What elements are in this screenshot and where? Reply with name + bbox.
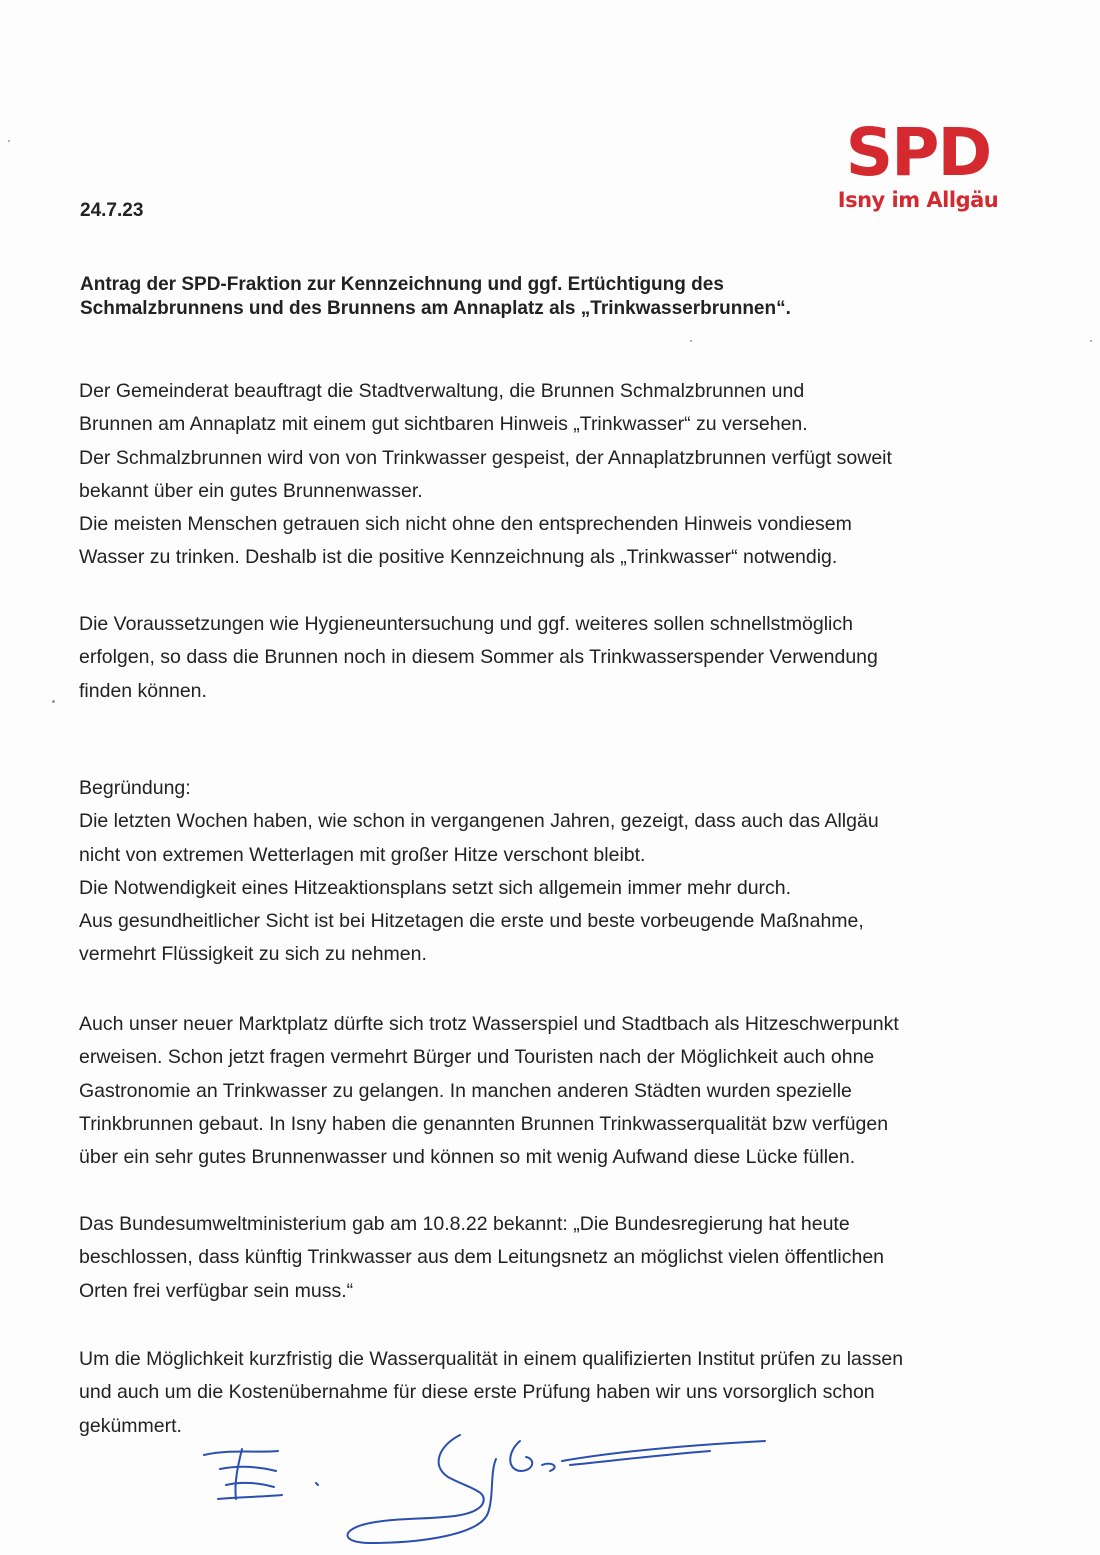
text-line: Orten frei verfügbar sein muss.“ [79,1279,354,1302]
signature-stroke [570,1451,710,1465]
paragraph-request [79,375,1079,575]
text-line: Der Gemeinderat beauftragt die Stadtverwaltung, die Brunnen Schmalzbrunnen und [79,380,805,402]
text-line: Trinkbrunnen gebaut. In Isny haben die genannten Brunnen Trinkwasserqualität bzw verfügen [79,1112,889,1135]
text-line: vermehrt Flüssigkeit zu sich zu nehmen. [79,943,427,966]
scan-speck [1090,340,1092,342]
text-line: Begründung: [79,777,191,799]
paragraph-justification [79,772,1079,972]
scan-speck [690,340,692,342]
scan-speck [52,700,55,703]
text-line: gekümmert. [79,1414,182,1437]
signature-stroke [348,1435,497,1543]
document-subject [80,273,980,321]
scan-speck [8,140,10,142]
subject-line: Schmalzbrunnens und des Brunnens am Annaplatz als „Trinkwasserbrunnen“. [80,298,791,319]
text-line: Gastronomie an Trinkwasser zu gelangen. In manchen anderen Städten wurden spezielle [79,1079,852,1102]
logo-title: SPD [845,114,991,191]
spd-logo [826,114,1010,212]
text-line: nicht von extremen Wetterlagen mit großer Hitze verschont bleibt. [79,843,646,866]
text-line: bekannt über ein gutes Brunnenwasser. [79,479,423,502]
signature-stroke [218,1495,282,1499]
text-line: beschlossen, dass künftig Trinkwasser aus dem Leitungsnetz an möglichst vielen öffentlichen [79,1246,885,1269]
text-line: Der Schmalzbrunnen wird von von Trinkwasser gespeist, der Annaplatzbrunnen verfügt soweit [79,446,892,469]
document-date: 24.7.23 [80,200,144,221]
text-line: Auch unser neuer Marktplatz dürfte sich trotz Wasserspiel und Stadtbach als Hitzeschwerpunkt [79,1013,899,1035]
logo-subtitle: Isny im Allgäu [837,188,999,212]
text-line: Aus gesundheitlicher Sicht ist bei Hitzetagen die erste und beste vorbeugende Maßnahme, [79,910,864,933]
subject-line: Antrag der SPD-Fraktion zur Kennzeichnung und ggf. Ertüchtigung des [80,274,724,295]
text-line: Die Notwendigkeit eines Hitzeaktionsplans setzt sich allgemein immer mehr durch. [79,876,792,899]
text-line: Die meisten Menschen getrauen sich nicht ohne den entsprechenden Hinweis vondiesem [79,513,852,536]
text-line: Brunnen am Annaplatz mit einem gut sichtbaren Hinweis „Trinkwasser“ zu versehen. [79,413,808,436]
signature-stroke [542,1464,555,1471]
text-line: Um die Möglichkeit kurzfristig die Wasserqualität in einem qualifizierten Institut prüfen zu lassen [79,1348,904,1370]
text-line: erweisen. Schon jetzt fragen vermehrt Bürger und Touristen nach der Möglichkeit auch ohne [79,1046,875,1069]
text-line: finden können. [79,679,207,702]
text-line: Wasser zu trinken. Deshalb ist die positive Kennzeichnung als „Trinkwasser“ notwendig. [79,546,838,569]
text-line: Die Voraussetzungen wie Hygieneuntersuchung und ggf. weiteres sollen schnellstmöglich [79,613,853,635]
paragraph-marketplace [79,1008,1079,1174]
text-line: erfolgen, so dass die Brunnen noch in diesem Sommer als Trinkwasserspender Verwendung [79,646,878,669]
signature-stroke [316,1483,318,1485]
signature-stroke [220,1467,276,1471]
handwritten-signature [190,1425,790,1550]
signature-stroke [510,1441,532,1471]
signature-stroke [562,1441,765,1461]
text-line: Die letzten Wochen haben, wie schon in vergangenen Jahren, gezeigt, dass auch das Allgäu [79,810,879,833]
signature-stroke [235,1449,242,1499]
paragraph-prerequisites [79,608,1079,708]
text-line: Das Bundesumweltministerium gab am 10.8.22 bekannt: „Die Bundesregierung hat heute [79,1213,850,1235]
signature-stroke [226,1483,274,1487]
paragraph-ministry [79,1208,1079,1308]
text-line: und auch um die Kostenübernahme für diese erste Prüfung haben wir uns vorsorglich schon [79,1381,875,1404]
text-line: über ein sehr gutes Brunnenwasser und können so mit wenig Aufwand diese Lücke füllen. [79,1146,856,1169]
